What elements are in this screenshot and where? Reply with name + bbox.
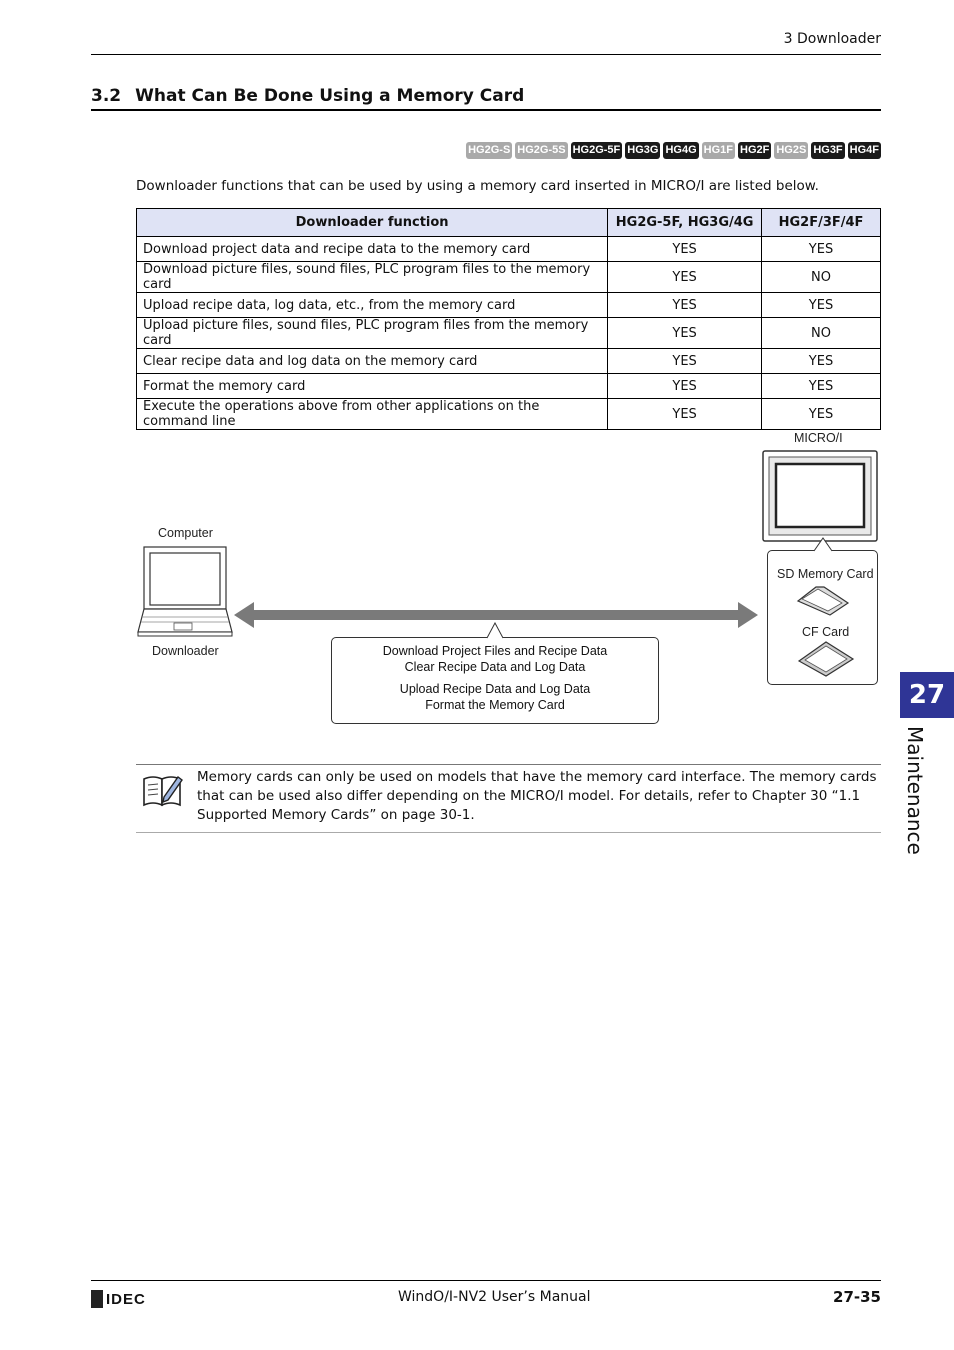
logo-mark-icon bbox=[91, 1290, 103, 1308]
table-cell: Upload recipe data, log data, etc., from the memory card bbox=[137, 293, 608, 318]
cf-card-icon bbox=[796, 639, 856, 679]
badge-hg4f: HG4F bbox=[848, 142, 881, 159]
column-header: HG2F/3F/4F bbox=[762, 209, 881, 237]
table-header-row bbox=[137, 209, 881, 237]
section-number: 3.2 bbox=[91, 86, 122, 106]
header-rule bbox=[91, 54, 881, 55]
manual-title: WindO/I-NV2 User’s Manual bbox=[398, 1289, 591, 1305]
sd-card-label: SD Memory Card bbox=[777, 567, 874, 581]
table-cell: YES bbox=[608, 262, 762, 293]
logo-text: IDEC bbox=[106, 1290, 146, 1308]
table-cell: NO bbox=[762, 262, 881, 293]
badge-hg2f: HG2F bbox=[738, 142, 771, 159]
intro-text: Downloader functions that can be used by using a memory card inserted in MICRO/I are listed below. bbox=[136, 178, 819, 194]
column-header: Downloader function bbox=[137, 209, 608, 237]
table-cell: YES bbox=[608, 399, 762, 430]
table-row bbox=[137, 262, 881, 293]
table-row bbox=[137, 293, 881, 318]
footer-rule bbox=[91, 1280, 881, 1281]
table-cell: YES bbox=[608, 318, 762, 349]
table-cell: Download picture files, sound files, PLC program files to the memory card bbox=[137, 262, 608, 293]
note-pencil-icon bbox=[142, 771, 184, 807]
operations-callout bbox=[331, 637, 659, 724]
downloader-label: Downloader bbox=[152, 644, 219, 658]
table-row bbox=[137, 374, 881, 399]
table-cell: Execute the operations above from other applications on the command line bbox=[137, 399, 608, 430]
table-cell: YES bbox=[762, 293, 881, 318]
table-cell: Format the memory card bbox=[137, 374, 608, 399]
micro-i-label: MICRO/I bbox=[794, 431, 843, 445]
table-cell: YES bbox=[762, 374, 881, 399]
table-cell: YES bbox=[762, 237, 881, 262]
callout-line: Download Project Files and Recipe Data bbox=[382, 644, 608, 658]
badge-hg2s: HG2S bbox=[774, 142, 808, 159]
chapter-label: Maintenance bbox=[903, 726, 927, 855]
section-rule bbox=[91, 109, 881, 111]
note-text: Memory cards can only be used on models that have the memory card interface. The memory cards that can be used also differ depending on the MICRO/I model. For details, refer to Chapter 30 “1.1 Supported Memory Cards” on page 30-1. bbox=[197, 769, 877, 823]
memory-card-box bbox=[767, 550, 878, 685]
cf-card-label: CF Card bbox=[802, 625, 850, 639]
chapter-tab: 27 bbox=[900, 672, 954, 718]
idec-logo bbox=[91, 1290, 146, 1308]
badge-hg2g-5f: HG2G-5F bbox=[571, 142, 623, 159]
callout-line: Clear Recipe Data and Log Data bbox=[404, 660, 586, 674]
table-cell: Download project data and recipe data to the memory card bbox=[137, 237, 608, 262]
table-cell: YES bbox=[762, 399, 881, 430]
note-box bbox=[136, 764, 881, 833]
card-box-pointer bbox=[814, 537, 832, 552]
table-cell: NO bbox=[762, 318, 881, 349]
table-cell: YES bbox=[608, 349, 762, 374]
section-title-text: What Can Be Done Using a Memory Card bbox=[135, 86, 525, 106]
table-row bbox=[137, 318, 881, 349]
chapter-label-container bbox=[903, 726, 943, 856]
table-cell: YES bbox=[608, 374, 762, 399]
table-cell: YES bbox=[608, 293, 762, 318]
badge-hg1f: HG1F bbox=[702, 142, 735, 159]
table-row bbox=[137, 399, 881, 430]
callout-pointer bbox=[487, 622, 503, 639]
table-row bbox=[137, 237, 881, 262]
table-cell: Clear recipe data and log data on the memory card bbox=[137, 349, 608, 374]
callout-line: Format the Memory Card bbox=[425, 698, 565, 712]
column-header: HG2G-5F, HG3G/4G bbox=[608, 209, 762, 237]
badge-hg2g-s: HG2G-S bbox=[466, 142, 512, 159]
computer-label: Computer bbox=[158, 526, 213, 540]
badge-hg2g-5s: HG2G-5S bbox=[515, 142, 567, 159]
callout-line: Upload Recipe Data and Log Data bbox=[399, 682, 591, 696]
badge-hg3g: HG3G bbox=[625, 142, 660, 159]
micro-i-display-icon bbox=[760, 448, 880, 544]
table-cell: Upload picture files, sound files, PLC program files from the memory card bbox=[137, 318, 608, 349]
laptop-icon bbox=[136, 544, 236, 640]
table-row bbox=[137, 349, 881, 374]
page-number: 27-35 bbox=[833, 1288, 881, 1306]
function-table bbox=[136, 208, 881, 430]
badge-hg4g: HG4G bbox=[663, 142, 698, 159]
model-badges bbox=[466, 142, 881, 159]
table-cell: YES bbox=[762, 349, 881, 374]
badge-hg3f: HG3F bbox=[811, 142, 844, 159]
section-title bbox=[91, 86, 524, 106]
sd-card-icon bbox=[794, 583, 852, 617]
running-header: 3 Downloader bbox=[783, 31, 881, 47]
table-cell: YES bbox=[608, 237, 762, 262]
